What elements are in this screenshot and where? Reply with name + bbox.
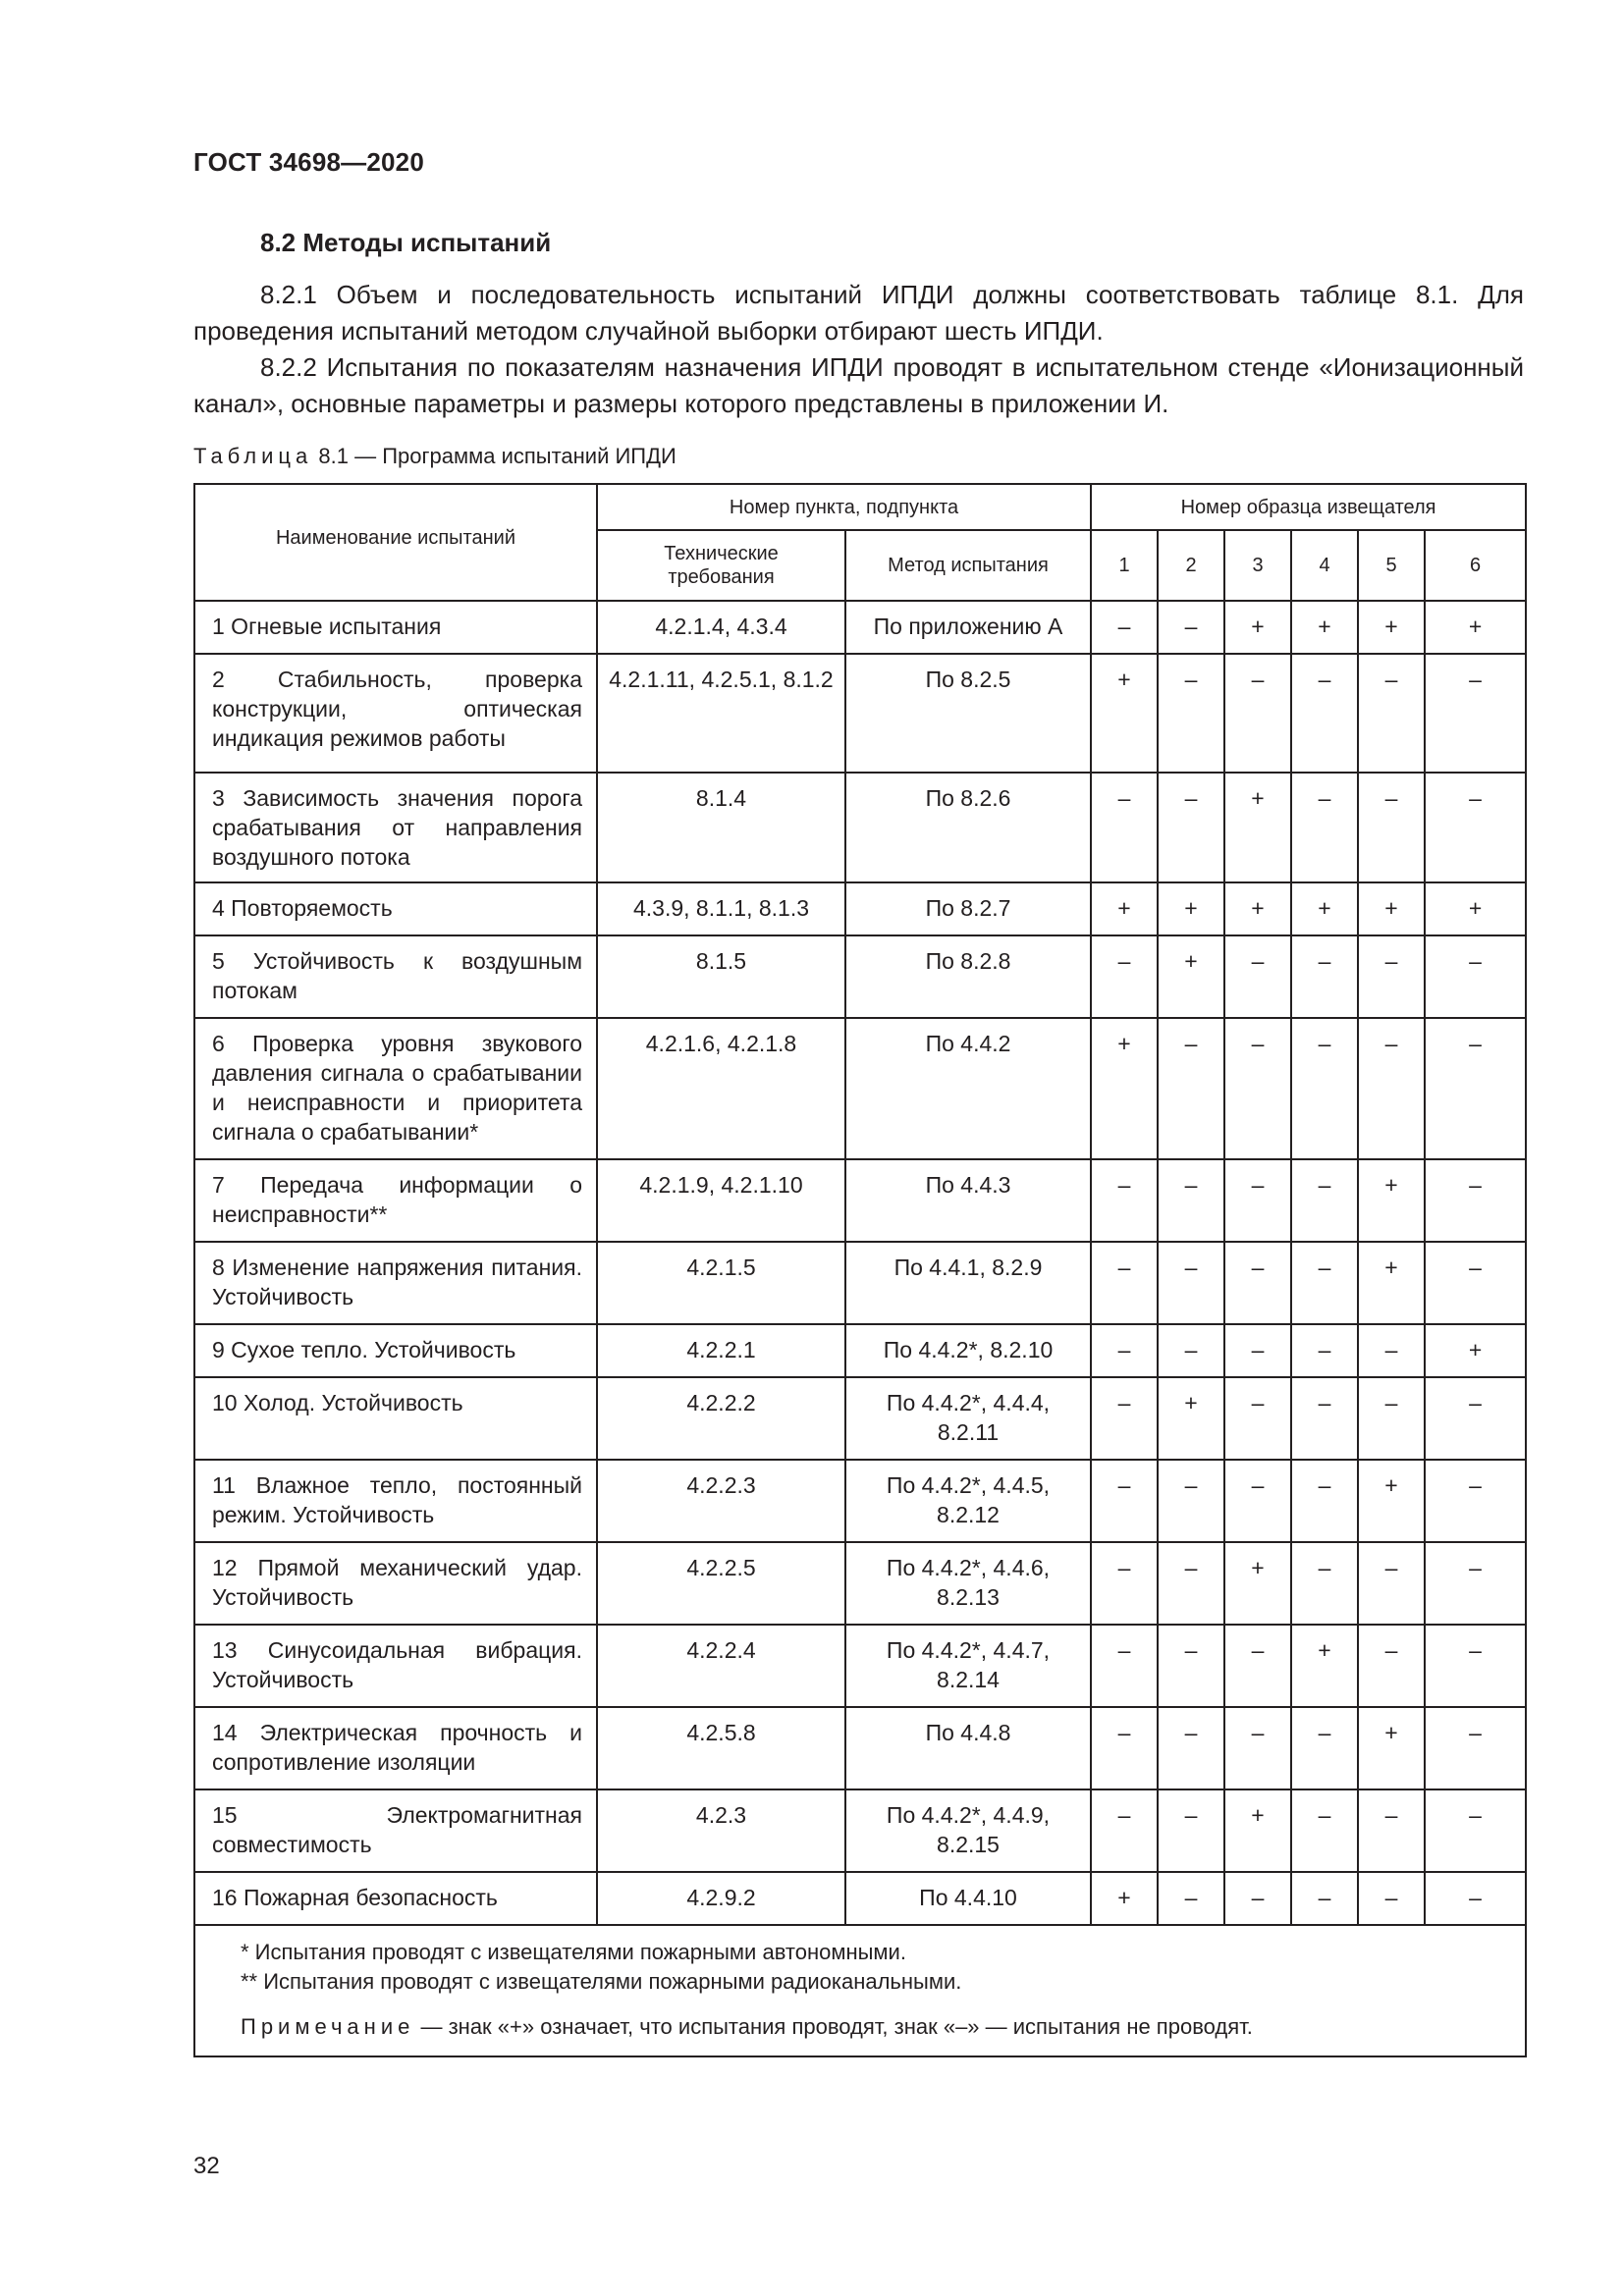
cell-sample-4-mark: –: [1291, 1159, 1358, 1242]
cell-sample-5-mark: –: [1358, 1324, 1425, 1377]
cell-sample-1-mark: –: [1091, 1377, 1158, 1460]
cell-test-method: По 4.4.2*, 4.4.9, 8.2.15: [845, 1789, 1091, 1872]
table-row: [194, 654, 1526, 773]
cell-tech-requirements: 4.2.1.5: [597, 1242, 845, 1324]
cell-test-method: По 4.4.3: [845, 1159, 1091, 1242]
cell-sample-6-mark: –: [1425, 1542, 1526, 1625]
cell-test-name: 4 Повторяемость: [194, 882, 597, 935]
cell-test-name: 13 Синусоидальная вибрация. Устойчивость: [194, 1625, 597, 1707]
cell-sample-3-mark: –: [1224, 1324, 1291, 1377]
cell-test-name: 9 Сухое тепло. Устойчивость: [194, 1324, 597, 1377]
cell-sample-3-mark: –: [1224, 1872, 1291, 1925]
header-tech-requirements: Технические требования: [597, 530, 845, 601]
cell-sample-6-mark: –: [1425, 1872, 1526, 1925]
cell-sample-5-mark: +: [1358, 601, 1425, 654]
cell-sample-3-mark: –: [1224, 1625, 1291, 1707]
table-body: [194, 601, 1526, 1925]
cell-tech-requirements: 8.1.4: [597, 773, 845, 882]
cell-test-name: 6 Проверка уровня звукового давления сигнала о срабатывании и неисправности и приоритета сигнала о срабатывании*: [194, 1018, 597, 1159]
cell-sample-1-mark: +: [1091, 654, 1158, 773]
cell-test-method: По 8.2.5: [845, 654, 1091, 773]
section-title: 8.2 Методы испытаний: [260, 228, 552, 257]
cell-sample-5-mark: +: [1358, 882, 1425, 935]
paragraph-text: 8.2.1 Объем и последовательность испытаний ИПДИ должны соответствовать таблице 8.1. Для проведения испытаний методом случайной выборки отбирают шесть ИПДИ.: [193, 280, 1524, 346]
cell-sample-4-mark: –: [1291, 1872, 1358, 1925]
cell-tech-requirements: 4.2.3: [597, 1789, 845, 1872]
table-row: [194, 1542, 1526, 1625]
cell-sample-6-mark: +: [1425, 1324, 1526, 1377]
cell-sample-4-mark: +: [1291, 882, 1358, 935]
cell-sample-1-mark: +: [1091, 882, 1158, 935]
cell-test-method: По 4.4.2: [845, 1018, 1091, 1159]
cell-sample-5-mark: +: [1358, 1242, 1425, 1324]
cell-sample-2-mark: +: [1158, 1377, 1224, 1460]
cell-sample-6-mark: –: [1425, 1460, 1526, 1542]
cell-sample-6-mark: –: [1425, 1625, 1526, 1707]
cell-sample-3-mark: –: [1224, 654, 1291, 773]
header-sample-4: 4: [1291, 530, 1358, 601]
header-clause-group: Номер пункта, подпункта: [597, 484, 1091, 530]
cell-sample-2-mark: –: [1158, 1460, 1224, 1542]
table-row: [194, 935, 1526, 1018]
table-row: [194, 1707, 1526, 1789]
header-test-name: Наименование испытаний: [194, 484, 597, 601]
cell-sample-1-mark: +: [1091, 1872, 1158, 1925]
cell-sample-1-mark: –: [1091, 1460, 1158, 1542]
table-row: [194, 1872, 1526, 1925]
paragraph-8-2-2: [193, 349, 1524, 422]
cell-sample-6-mark: –: [1425, 1159, 1526, 1242]
table-row: [194, 601, 1526, 654]
cell-test-method: По 8.2.8: [845, 935, 1091, 1018]
cell-sample-2-mark: –: [1158, 1324, 1224, 1377]
cell-sample-1-mark: –: [1091, 773, 1158, 882]
cell-tech-requirements: 4.2.5.8: [597, 1707, 845, 1789]
cell-test-method: По 4.4.8: [845, 1707, 1091, 1789]
cell-sample-6-mark: –: [1425, 773, 1526, 882]
table-caption-label: Таблица: [193, 444, 313, 468]
cell-sample-3-mark: –: [1224, 1460, 1291, 1542]
cell-sample-4-mark: –: [1291, 1377, 1358, 1460]
cell-test-method: По 4.4.1, 8.2.9: [845, 1242, 1091, 1324]
cell-test-method: По 4.4.2*, 4.4.7, 8.2.14: [845, 1625, 1091, 1707]
cell-test-name: 3 Зависимость значения порога срабатывания от направления воздушного потока: [194, 773, 597, 882]
cell-sample-5-mark: –: [1358, 1872, 1425, 1925]
cell-sample-4-mark: –: [1291, 1460, 1358, 1542]
cell-sample-6-mark: –: [1425, 1242, 1526, 1324]
cell-sample-2-mark: –: [1158, 654, 1224, 773]
table-notes: [194, 1925, 1526, 2056]
cell-sample-1-mark: –: [1091, 601, 1158, 654]
cell-sample-4-mark: –: [1291, 1324, 1358, 1377]
test-program-table: [193, 483, 1527, 2057]
cell-sample-4-mark: –: [1291, 935, 1358, 1018]
table-row: [194, 1018, 1526, 1159]
cell-sample-1-mark: –: [1091, 1789, 1158, 1872]
cell-sample-6-mark: +: [1425, 882, 1526, 935]
cell-sample-1-mark: –: [1091, 1542, 1158, 1625]
cell-sample-2-mark: –: [1158, 1625, 1224, 1707]
cell-sample-3-mark: –: [1224, 1377, 1291, 1460]
cell-sample-2-mark: –: [1158, 1542, 1224, 1625]
document-code-header: ГОСТ 34698—2020: [193, 147, 424, 177]
cell-sample-3-mark: –: [1224, 1707, 1291, 1789]
cell-tech-requirements: 4.2.2.1: [597, 1324, 845, 1377]
note-text: — знак «+» означает, что испытания проводят, знак «–» — испытания не проводят.: [420, 2014, 1253, 2039]
note-label: Примечание: [241, 2014, 415, 2039]
cell-sample-4-mark: –: [1291, 1018, 1358, 1159]
cell-test-name: 2 Стабильность, проверка конструкции, оптическая индикация режимов работы: [194, 654, 597, 773]
cell-test-method: По 4.4.10: [845, 1872, 1091, 1925]
header-sample-2: 2: [1158, 530, 1224, 601]
cell-test-method: По 4.4.2*, 8.2.10: [845, 1324, 1091, 1377]
header-test-method: Метод испытания: [845, 530, 1091, 601]
cell-tech-requirements: 4.2.1.9, 4.2.1.10: [597, 1159, 845, 1242]
table-row: [194, 773, 1526, 882]
cell-sample-6-mark: –: [1425, 1377, 1526, 1460]
cell-test-name: 12 Прямой механический удар. Устойчивость: [194, 1542, 597, 1625]
cell-sample-5-mark: +: [1358, 1159, 1425, 1242]
cell-tech-requirements: 8.1.5: [597, 935, 845, 1018]
cell-test-method: По 8.2.7: [845, 882, 1091, 935]
cell-sample-3-mark: +: [1224, 601, 1291, 654]
header-sample-group: Номер образца извещателя: [1091, 484, 1526, 530]
cell-tech-requirements: 4.2.1.6, 4.2.1.8: [597, 1018, 845, 1159]
cell-sample-5-mark: –: [1358, 1018, 1425, 1159]
cell-sample-4-mark: +: [1291, 1625, 1358, 1707]
page-number: 32: [193, 2153, 220, 2179]
cell-sample-4-mark: –: [1291, 1242, 1358, 1324]
cell-tech-requirements: 4.2.1.11, 4.2.5.1, 8.1.2: [597, 654, 845, 773]
cell-sample-5-mark: –: [1358, 935, 1425, 1018]
cell-sample-2-mark: –: [1158, 1872, 1224, 1925]
cell-tech-requirements: 4.2.2.5: [597, 1542, 845, 1625]
cell-sample-3-mark: +: [1224, 1789, 1291, 1872]
paragraph-text: 8.2.2 Испытания по показателям назначения ИПДИ проводят в испытательном стенде «Ионизационный канал», основные параметры и размеры которого представлены в приложении И.: [193, 352, 1524, 418]
cell-test-name: 7 Передача информации о неисправности**: [194, 1159, 597, 1242]
cell-sample-6-mark: +: [1425, 601, 1526, 654]
cell-sample-1-mark: +: [1091, 1018, 1158, 1159]
cell-sample-6-mark: –: [1425, 935, 1526, 1018]
cell-sample-4-mark: +: [1291, 601, 1358, 654]
table-row: [194, 1460, 1526, 1542]
cell-test-name: 16 Пожарная безопасность: [194, 1872, 597, 1925]
cell-sample-5-mark: –: [1358, 1377, 1425, 1460]
table-row: [194, 882, 1526, 935]
header-sample-3: 3: [1224, 530, 1291, 601]
cell-sample-2-mark: +: [1158, 882, 1224, 935]
table-note: [241, 2012, 1505, 2042]
footnote-single-star: * Испытания проводят с извещателями пожарными автономными.: [241, 1940, 906, 1964]
cell-sample-5-mark: –: [1358, 1625, 1425, 1707]
cell-sample-5-mark: –: [1358, 654, 1425, 773]
table-row: [194, 1789, 1526, 1872]
header-sample-6: 6: [1425, 530, 1526, 601]
table-row: [194, 1159, 1526, 1242]
cell-tech-requirements: 4.2.2.2: [597, 1377, 845, 1460]
cell-sample-3-mark: –: [1224, 1159, 1291, 1242]
cell-sample-5-mark: +: [1358, 1460, 1425, 1542]
cell-sample-1-mark: –: [1091, 1242, 1158, 1324]
cell-sample-2-mark: –: [1158, 1018, 1224, 1159]
cell-sample-1-mark: –: [1091, 1159, 1158, 1242]
table-row: [194, 1625, 1526, 1707]
cell-sample-2-mark: –: [1158, 773, 1224, 882]
cell-test-name: 5 Устойчивость к воздушным потокам: [194, 935, 597, 1018]
cell-sample-2-mark: –: [1158, 1242, 1224, 1324]
footnote-double-star: ** Испытания проводят с извещателями пожарными радиоканальными.: [241, 1969, 962, 1994]
header-sample-5: 5: [1358, 530, 1425, 601]
cell-sample-2-mark: –: [1158, 1707, 1224, 1789]
cell-sample-4-mark: –: [1291, 1789, 1358, 1872]
cell-sample-2-mark: +: [1158, 935, 1224, 1018]
cell-test-method: По приложению А: [845, 601, 1091, 654]
cell-sample-3-mark: +: [1224, 1542, 1291, 1625]
cell-sample-3-mark: +: [1224, 773, 1291, 882]
cell-sample-5-mark: –: [1358, 1542, 1425, 1625]
table-row: [194, 1377, 1526, 1460]
cell-sample-3-mark: –: [1224, 1242, 1291, 1324]
cell-sample-2-mark: –: [1158, 1789, 1224, 1872]
table-caption-text: 8.1 — Программа испытаний ИПДИ: [318, 444, 677, 468]
cell-test-method: По 4.4.2*, 4.4.5, 8.2.12: [845, 1460, 1091, 1542]
table-caption: [193, 444, 677, 469]
cell-sample-1-mark: –: [1091, 1324, 1158, 1377]
cell-sample-3-mark: –: [1224, 1018, 1291, 1159]
cell-sample-1-mark: –: [1091, 1707, 1158, 1789]
cell-tech-requirements: 4.3.9, 8.1.1, 8.1.3: [597, 882, 845, 935]
cell-test-method: По 8.2.6: [845, 773, 1091, 882]
paragraph-8-2-1: [193, 277, 1524, 349]
table-row: [194, 1242, 1526, 1324]
cell-sample-4-mark: –: [1291, 1707, 1358, 1789]
cell-sample-5-mark: –: [1358, 773, 1425, 882]
cell-sample-6-mark: –: [1425, 1018, 1526, 1159]
cell-test-method: По 4.4.2*, 4.4.4, 8.2.11: [845, 1377, 1091, 1460]
cell-sample-5-mark: –: [1358, 1789, 1425, 1872]
cell-test-name: 15 Электромагнитная совместимость: [194, 1789, 597, 1872]
cell-test-name: 14 Электрическая прочность и сопротивление изоляции: [194, 1707, 597, 1789]
table-row: [194, 1324, 1526, 1377]
cell-sample-1-mark: –: [1091, 1625, 1158, 1707]
cell-tech-requirements: 4.2.2.3: [597, 1460, 845, 1542]
cell-tech-requirements: 4.2.9.2: [597, 1872, 845, 1925]
cell-sample-5-mark: +: [1358, 1707, 1425, 1789]
cell-sample-4-mark: –: [1291, 1542, 1358, 1625]
cell-sample-6-mark: –: [1425, 1707, 1526, 1789]
cell-tech-requirements: 4.2.2.4: [597, 1625, 845, 1707]
cell-test-name: 10 Холод. Устойчивость: [194, 1377, 597, 1460]
cell-test-name: 11 Влажное тепло, постоянный режим. Устойчивость: [194, 1460, 597, 1542]
cell-sample-1-mark: –: [1091, 935, 1158, 1018]
cell-test-method: По 4.4.2*, 4.4.6, 8.2.13: [845, 1542, 1091, 1625]
cell-sample-6-mark: –: [1425, 1789, 1526, 1872]
cell-sample-2-mark: –: [1158, 601, 1224, 654]
cell-test-name: 1 Огневые испытания: [194, 601, 597, 654]
cell-sample-4-mark: –: [1291, 654, 1358, 773]
cell-sample-2-mark: –: [1158, 1159, 1224, 1242]
cell-tech-requirements: 4.2.1.4, 4.3.4: [597, 601, 845, 654]
cell-test-name: 8 Изменение напряжения питания. Устойчивость: [194, 1242, 597, 1324]
header-sample-1: 1: [1091, 530, 1158, 601]
cell-sample-3-mark: +: [1224, 882, 1291, 935]
cell-sample-4-mark: –: [1291, 773, 1358, 882]
cell-sample-3-mark: –: [1224, 935, 1291, 1018]
cell-sample-6-mark: –: [1425, 654, 1526, 773]
